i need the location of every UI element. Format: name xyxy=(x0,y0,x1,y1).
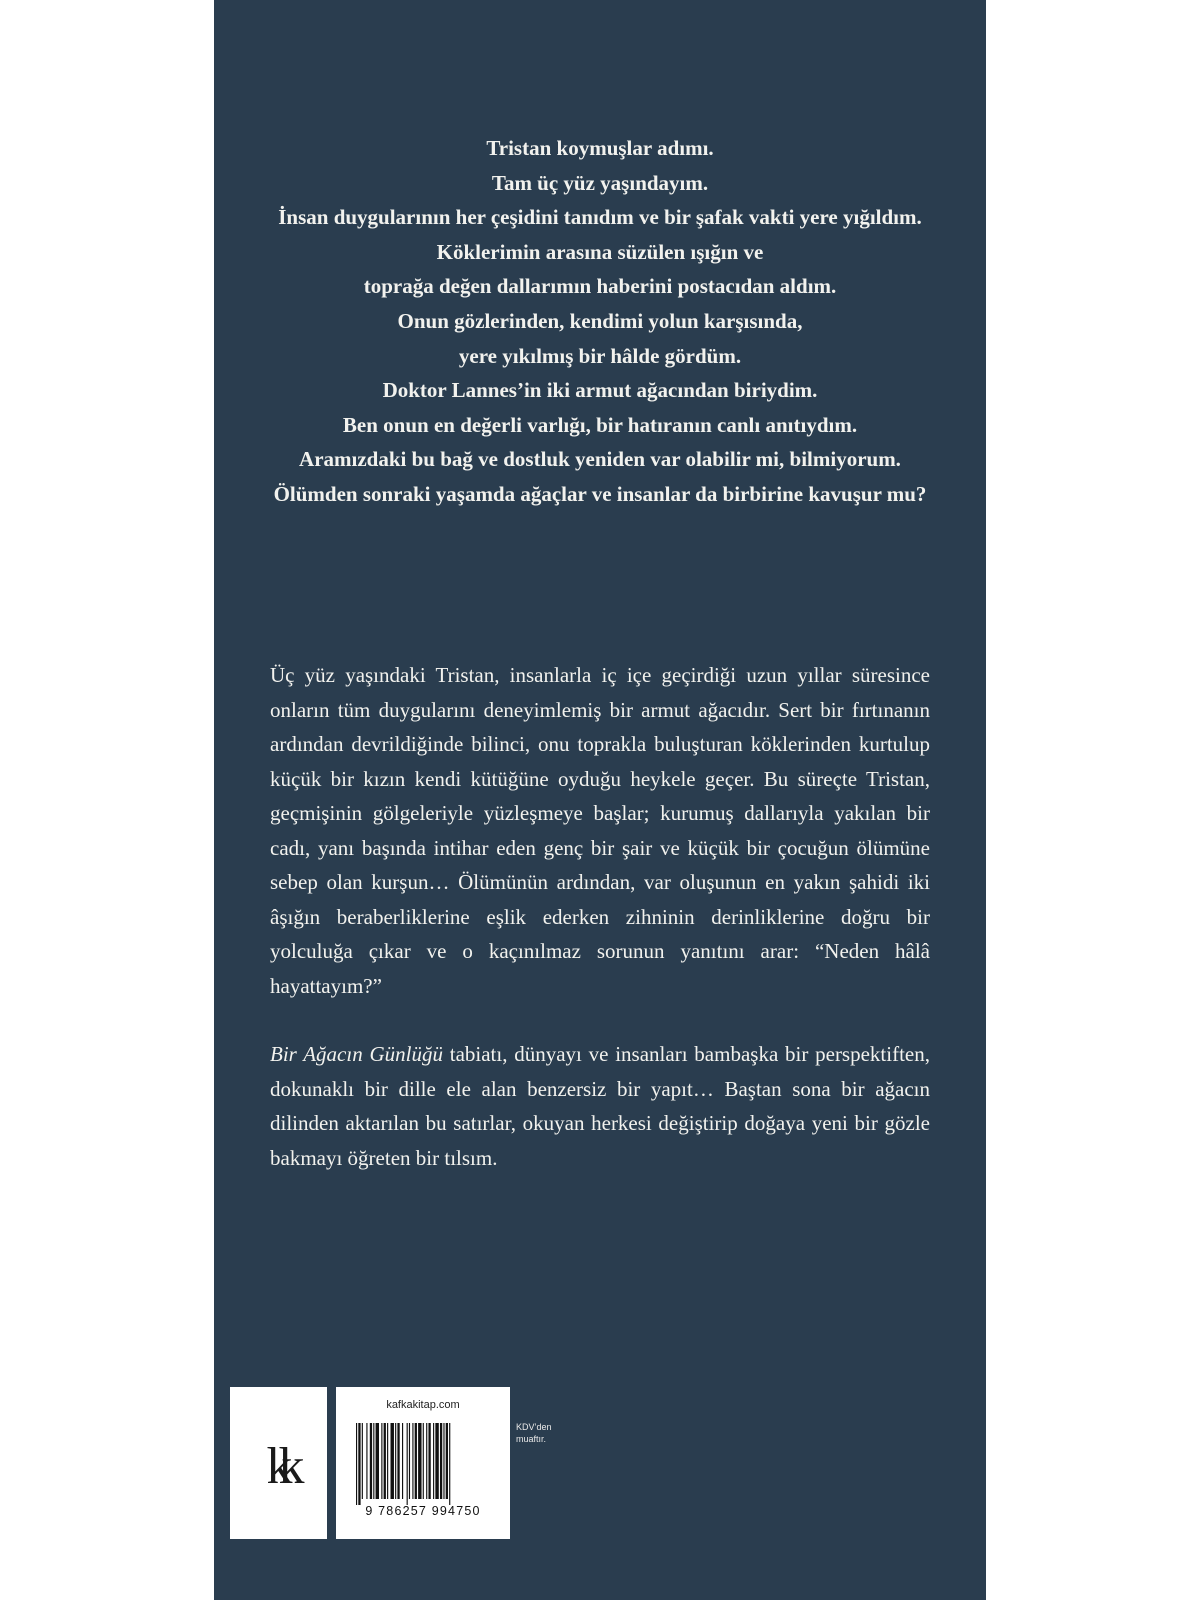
isbn-number: 9 786257 994750 xyxy=(365,1504,481,1518)
blurb-paragraph-summary: Üç yüz yaşındaki Tristan, insanlarla iç içe geçirdiği uzun yıllar süresince onların tüm duygularını deneyimlemiş bir armut ağacıdır. Sert bir fırtınanın ardından devrildiğinde bilinci, onu toprakla buluşturan köklerinden kurtulup küçük bir kızın kendi kütüğüne oyduğu heykele geçer. Bu süreçte Tristan, geçmişinin gölgeleriyle yüzleşmeye başlar; kurumuş dallarıyla yakılan bir cadı, yanı başında intihar eden genç bir şair ve küçük bir çocuğun ölümüne sebep olan kurşun… Ölümünün ardından, var oluşunun en yakın şahidi iki âşığın beraberliklerine eşlik ederken zihninin derinliklerine doğru bir yolculuğa çıkar ve o kaçınılmaz sorunun yanıtını arar: “Neden hâlâ hayattayım?” xyxy=(270,663,930,998)
publisher-logo-box xyxy=(230,1387,327,1539)
poem-line: Tristan koymuşlar adımı. xyxy=(486,136,714,160)
barcode-bar xyxy=(435,1423,438,1499)
barcode-bar xyxy=(370,1423,372,1499)
poem-line: yere yıkılmış bir hâlde gördüm. xyxy=(458,343,742,368)
barcode-bar xyxy=(440,1423,442,1499)
barcode-bar xyxy=(446,1423,448,1499)
barcode-bar xyxy=(373,1423,374,1499)
poem-line: Ben onun en değerli varlığı, bir hatıranın canlı anıtıydım. xyxy=(342,412,858,437)
book-title: Bir Ağacın Günlüğü xyxy=(270,1042,443,1066)
poem-block xyxy=(214,131,986,512)
barcode-box xyxy=(336,1387,510,1539)
poem-line: İnsan duygularının her çeşidini tanıdım ve bir şafak vakti yere yığıldım. xyxy=(278,205,922,230)
poem-line: Doktor Lannes’in iki armut ağacından biriydim. xyxy=(382,378,818,403)
poem-line: Onun gözlerinden, kendimi yolun karşısında, xyxy=(397,308,803,333)
barcode-bar xyxy=(418,1423,421,1499)
barcode-bar xyxy=(366,1423,367,1499)
blurb-paragraph-praise xyxy=(270,1037,930,1175)
barcode-bar xyxy=(376,1423,379,1499)
barcode-bar xyxy=(384,1423,386,1499)
tax-note-line: KDV’den xyxy=(516,1422,552,1432)
barcode-bar xyxy=(356,1423,357,1505)
poem-line: toprağa değen dallarımın haberini postacıdan aldım. xyxy=(363,274,837,299)
blurb-block xyxy=(270,658,930,1175)
barcode-bar xyxy=(412,1423,413,1499)
blurb-paragraph-praise-text: tabiatı, dünyayı ve insanları bambaşka bir perspektiften, dokunaklı bir dille ele alan benzersiz bir yapıt… Baştan sona bir ağacın dilinden aktarılan bu satırlar, okuyan herkesi değiştirip doğaya yeni bir gözle bakmayı öğreten bir tılsım. xyxy=(270,1042,930,1170)
barcode-bar xyxy=(426,1423,427,1499)
tax-note xyxy=(516,1421,566,1445)
barcode-bar xyxy=(443,1423,444,1499)
poem-line: Köklerimin arasına süzülen ışığın ve xyxy=(436,239,764,264)
barcode-bar xyxy=(423,1423,424,1499)
barcode-bar xyxy=(362,1423,363,1499)
barcode-bar xyxy=(433,1423,434,1499)
barcode-bar xyxy=(407,1423,408,1505)
barcode-bar xyxy=(428,1423,430,1499)
poem-line: Tam üç yüz yaşındayım. xyxy=(491,170,709,195)
tax-note-line: muaftır. xyxy=(516,1434,547,1444)
barcode-bar xyxy=(395,1423,396,1499)
barcode-bar xyxy=(391,1423,394,1499)
barcode-bar xyxy=(402,1423,403,1499)
barcode-bar xyxy=(358,1423,360,1505)
barcode-bar xyxy=(409,1423,410,1499)
publisher-website: kafkakitap.com xyxy=(386,1399,460,1411)
poem-line: Ölümden sonraki yaşamda ağaçlar ve insanlar da birbirine kavuşur mu? xyxy=(273,481,927,506)
back-cover xyxy=(214,0,986,1600)
poem-line: Aramızdaki bu bağ ve dostluk yeniden var olabilir mi, bilmiyorum. xyxy=(299,447,901,472)
barcode-bar xyxy=(381,1423,382,1499)
barcode-icon xyxy=(356,1423,490,1505)
barcode-bar xyxy=(449,1423,450,1505)
barcode-bar xyxy=(387,1423,388,1499)
barcode-bar xyxy=(415,1423,417,1499)
barcode-bar xyxy=(397,1423,399,1499)
publisher-logo: kk xyxy=(266,1438,291,1495)
